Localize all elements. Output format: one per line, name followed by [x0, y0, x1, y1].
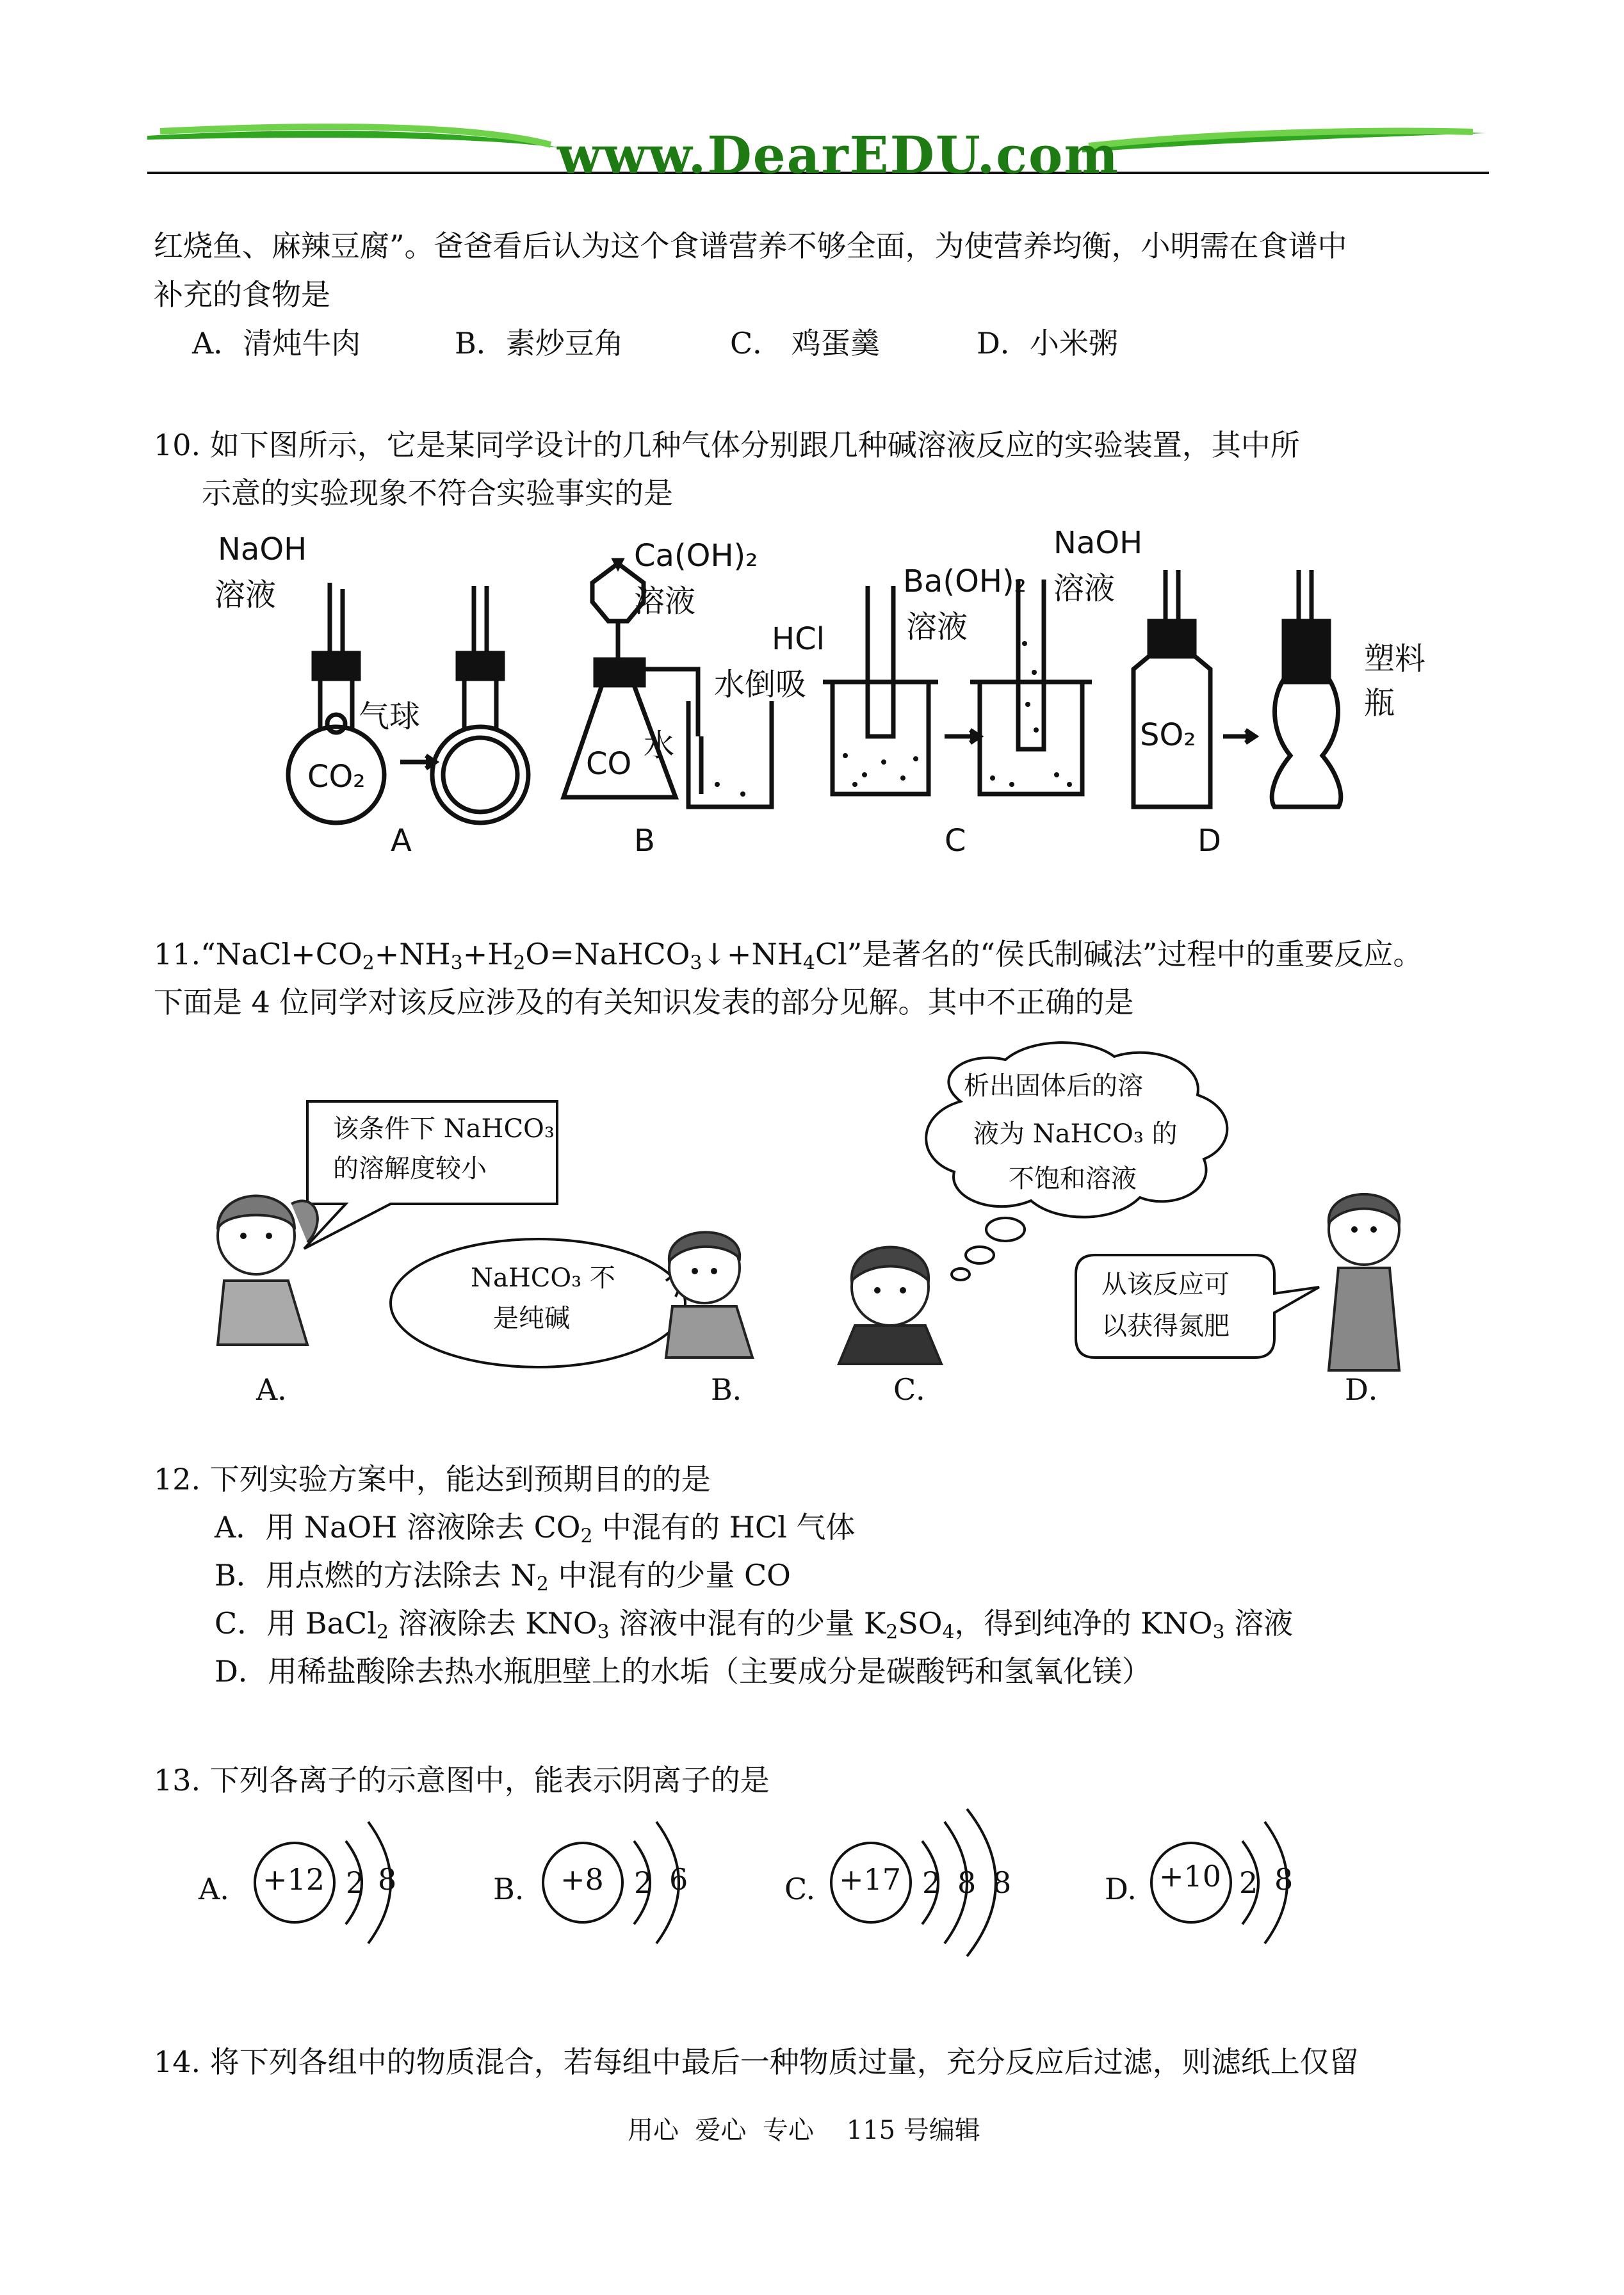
d-bottle-label: 塑料瓶	[1364, 641, 1426, 721]
q11-equation: “$NaCl+CO_2+NH_3+H_2O=NaHCO_3↓+NH_4Cl$”	[200, 937, 863, 975]
d-solution-label: 溶液	[1053, 571, 1116, 606]
ion-a-shell2: 8	[378, 1862, 397, 1897]
q10-choice-a: A	[391, 823, 412, 859]
q9-option-d: D．小米粥	[977, 326, 1118, 361]
q12-option-b: B．用点燃的方法除去 $N_2$ 中混有的少量 CO	[215, 1558, 791, 1596]
ion-a-nucleus: +12	[263, 1862, 325, 1897]
ion-c-nucleus: +17	[839, 1862, 902, 1897]
d-reagent-label: NaOH	[1053, 525, 1143, 561]
c-solution-label: 溶液	[906, 609, 968, 645]
q12-stem: 12. 下列实验方案中，能达到预期目的的是	[154, 1462, 711, 1496]
ion-b-shell1: 2	[634, 1865, 653, 1900]
q14-stem: 14. 将下列各组中的物质混合，若每组中最后一种物质过量，充分反应后过滤，则滤纸上仅留	[154, 2045, 1359, 2079]
q11-stem-line2: 下面是 4 位同学对该反应涉及的有关知识发表的部分见解。其中不正确的是	[154, 985, 1134, 1019]
ion-a-label: A.	[199, 1872, 229, 1906]
q11-stem-line1	[154, 935, 1422, 973]
site-name: www.DearEDU.com	[557, 125, 1120, 185]
bubble-c-line2: 液为 NaHCO₃ 的	[973, 1119, 1178, 1149]
a-solution-label: 溶液	[215, 577, 277, 613]
page-footer: 用心 爱心 专心 115 号编辑	[628, 2116, 980, 2145]
q11-speech-drawing	[179, 1037, 1434, 1422]
bubble-a-line1: 该条件下 NaHCO₃	[333, 1114, 555, 1144]
bubble-c-line1: 析出固体后的溶	[964, 1071, 1143, 1101]
c-gas-label: HCl	[772, 621, 825, 657]
ion-d-label: D.	[1105, 1872, 1137, 1906]
q10-choice-d: D	[1198, 823, 1221, 859]
ion-b-nucleus: +8	[560, 1862, 604, 1897]
a-gas-label: CO₂	[307, 759, 366, 795]
c-reagent-label: Ba(OH)₂	[903, 564, 1027, 599]
bubble-b-line1: NaHCO₃ 不	[471, 1263, 615, 1293]
ion-b-label: B.	[493, 1872, 524, 1906]
q10-choice-b: B	[634, 823, 655, 859]
a-reagent-label: NaOH	[218, 531, 307, 567]
q10-stem-line1: 10. 如下图所示，它是某同学设计的几种气体分别跟几种碱溶液反应的实验装置，其中所	[154, 428, 1300, 462]
q9-line1: 红烧鱼、麻辣豆腐”。爸爸看后认为这个食谱营养不够全面，为使营养均衡，小明需在食谱中	[154, 229, 1347, 263]
ion-b-shell2: 6	[669, 1862, 688, 1897]
bubble-d-line2: 以获得氮肥	[1101, 1311, 1230, 1341]
q9-line2: 补充的食物是	[154, 277, 330, 312]
q10-stem-line2: 示意的实验现象不符合实验事实的是	[202, 476, 673, 510]
q11-figure	[179, 1037, 1434, 1422]
b-reagent-label: Ca(OH)₂	[634, 538, 758, 574]
bubble-b-line2: 是纯碱	[493, 1304, 570, 1333]
ion-d-shell1: 2	[1239, 1865, 1258, 1900]
page-header	[0, 0, 1624, 186]
q10-apparatus-figure	[192, 525, 1441, 871]
ion-c-shell3: 8	[993, 1865, 1012, 1900]
q9-option-b: B．素炒豆角	[455, 326, 624, 361]
q11-choice-d: D．	[1345, 1372, 1398, 1407]
q12-option-a: A．用 NaOH 溶液除去 $CO_2$ 中混有的 HCl 气体	[215, 1510, 856, 1548]
q9-option-c: C． 鸡蛋羹	[730, 326, 880, 361]
q11-choice-b: B．	[711, 1372, 762, 1407]
q11-line1-rest: 是著名的“侯氏制碱法”过程中的重要反应。	[862, 937, 1423, 971]
b-water-label: 水	[644, 727, 675, 763]
b-solution-label: 溶液	[634, 583, 696, 619]
q11-choice-c: C．	[893, 1372, 946, 1407]
b-gas-label: CO	[586, 746, 632, 782]
ion-d-nucleus: +10	[1159, 1859, 1222, 1894]
q12-option-c: C．用 BaCl$_2$ 溶液除去 $KNO_3$ 溶液中混有的少量 $K_2SO_4$，得到纯净的 $KNO_3$ 溶液	[215, 1606, 1294, 1644]
q13-stem: 13. 下列各离子的示意图中，能表示阴离子的是	[154, 1763, 770, 1797]
q9-option-a: A．清炖牛肉	[192, 326, 361, 361]
ion-c-label: C.	[784, 1872, 816, 1906]
q10-choice-c: C	[945, 823, 966, 859]
bubble-c-line3: 不饱和溶液	[1009, 1164, 1137, 1194]
ion-d-shell2: 8	[1274, 1862, 1294, 1897]
d-gas-label: SO₂	[1140, 717, 1196, 753]
q11-choice-a: A．	[256, 1372, 307, 1407]
ion-c-shell1: 2	[922, 1865, 941, 1900]
b-water-back-label: 水倒吸	[714, 667, 807, 702]
bubble-a-line2: 的溶解度较小	[333, 1154, 487, 1183]
ion-a-shell1: 2	[346, 1865, 365, 1900]
q12-option-d: D．用稀盐酸除去热水瓶胆壁上的水垢（主要成分是碳酸钙和氢氧化镁）	[215, 1654, 1151, 1689]
a-balloon-label: 气球	[359, 699, 421, 734]
q11-number: 11.	[154, 937, 201, 971]
q13-ion-figure	[192, 1806, 1345, 1959]
bubble-d-line1: 从该反应可	[1101, 1270, 1230, 1299]
ion-c-shell2: 8	[957, 1865, 977, 1900]
